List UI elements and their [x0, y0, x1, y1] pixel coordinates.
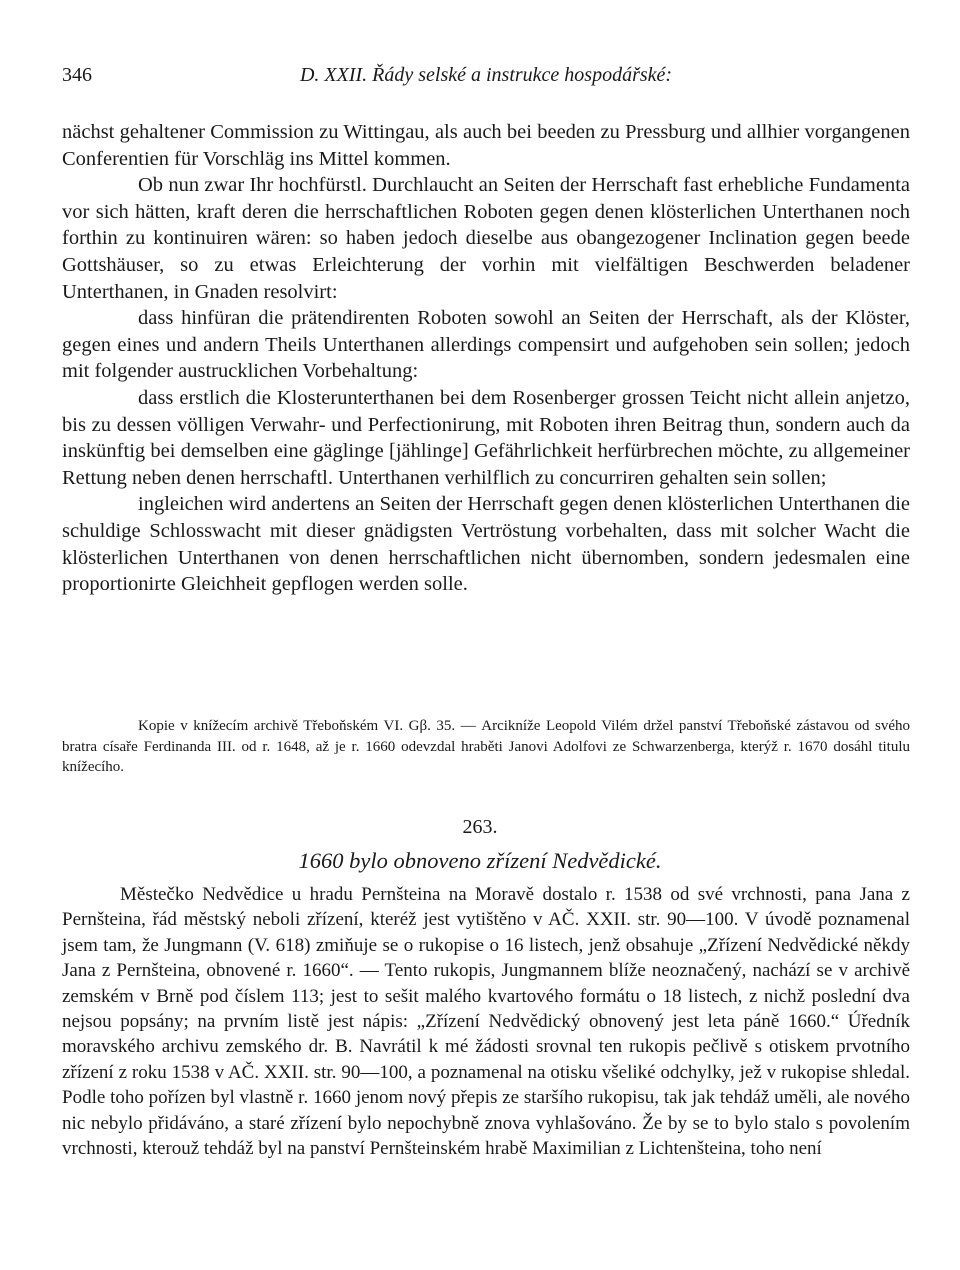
- paragraph-continuation: nächst gehaltener Commission zu Wittingau, als auch bei beeden zu Pressburg und allhier vorgangenen Conferentien für Vorschläg ins Mittel kommen.: [62, 121, 910, 170]
- paragraph-compensation: dass hinfüran die prätendirenten Roboten sowohl an Seiten der Herrschaft, als der Klöster, gegen eines und andern Theils Unterthanen allerdings compensirt und aufgehoben sein sollen; jedoch mit folgender austrucklichen Vorbehaltung:: [62, 307, 910, 383]
- document-number: 263.: [462, 816, 498, 838]
- document-title: 1660 bylo obnoveno zřízení Nedvědické.: [298, 848, 662, 873]
- document-introduction: [62, 882, 910, 1161]
- introduction-paragraph: Městečko Nedvědice u hradu Pernšteina na Moravě dostalo r. 1538 od své vrchnosti, pana Jana z Pernšteina, řád městský neboli zřízení, kteréž jest vytištěno v AČ. XXII. str. 90—100. V úvodě poznamenal jsem tam, že Jungmann (V. 618) zmiňuje se o rukopise o 16 listech, jenž obsahuje „Zřízení Nedvědické někdy Jana z Pernšteina, obnovené r. 1660“. — Tento rukopis, Jungmannem blíže neoznačený, nachází se v archivě zemském v Brně pod číslem 113; jest to sešit malého kvartového formátu o 18 listech, z nichž poslední dva nejsou popsány; na prvním listě jest nápis: „Zřízení Nedvědický obnovený jest leta páně 1660.“ Úředník moravského archivu zemského dr. B. Navrátil k mé žádosti srovnal ten rukopis pečlivě s otiskem prvotního zřízení z roku 1538 v AČ. XXII. str. 90—100, a poznamenal na otisku všeliké odchylky, jež v rukopise shledal. Podle toho pořízen byl vlastně r. 1660 jenom nový přepis ze staršího rukopisu, tak jak tehdáž uměli, ale nového nic nebylo přidáváno, a staré zřízení bylo nepochybně znova vyhlašováno. Že by se to bylo stalo s povolením vrchnosti, kterouž tehdáž byl na panství Pernšteinském hrabě Maximilian z Lichtenšteina, toho není: [62, 884, 910, 1160]
- german-text-block: [62, 119, 910, 598]
- paragraph-first-condition: dass erstlich die Klosterunterthanen bei dem Rosenberger grossen Teicht nicht allein anjetzo, bis zu dessen völligen Verwahr- und Perfectionirung, mit Roboten ihren Beitrag thun, sondern auch da inskünftig bei demselben eine gäglinge [jählinge] Gefährlichkeit herfürbrechen möchte, zu allgemeiner Rettung neben denen herrschaftl. Unterthanen verhilflich zu concurriren gehalten sein sollen;: [62, 386, 910, 489]
- source-note: [62, 716, 910, 778]
- page-number: 346: [62, 64, 92, 86]
- page-header: [62, 64, 910, 94]
- source-note-text: Kopie v knížecím archivě Třeboňském VI. Gβ. 35. — Arcikníže Leopold Vilém držel panství Třeboňské zástavou od svého bratra císaře Ferdinanda III. od r. 1648, až je r. 1660 odevzdal hraběti Janovi Adolfovi ze Schwarzenberga, kterýž r. 1670 dosáhl titulu knížecího.: [62, 718, 910, 775]
- paragraph-second-condition: ingleichen wird andertens an Seiten der Herrschaft gegen denen klösterlichen Unterthanen die schuldige Schlosswacht mit dieser gnädigsten Vertröstung vorbehalten, dass mit solcher Wacht die klösterlichen Unterthanen von denen herrschaftlichen nicht übernomben, sondern jedesmalen eine proportionirte Gleichheit gepflogen werden solle.: [62, 493, 910, 596]
- running-title: D. XXII. Řády selské a instrukce hospodářské:: [299, 64, 673, 86]
- paragraph-resolution: Ob nun zwar Ihr hochfürstl. Durchlaucht an Seiten der Herrschaft fast erhebliche Fundamenta vor sich hätten, kraft deren die herrschaftlichen Roboten gegen denen klösterlichen Unterthanen noch forthin zu kontinuiren wären: so haben jedoch dieselbe aus obangezogener Inclination gegen beede Gottshäuser, so zu etwas Erleichterung der vorhin mit vielfältigen Beschwerden beladener Unterthanen, in Gnaden resolvirt:: [62, 174, 910, 303]
